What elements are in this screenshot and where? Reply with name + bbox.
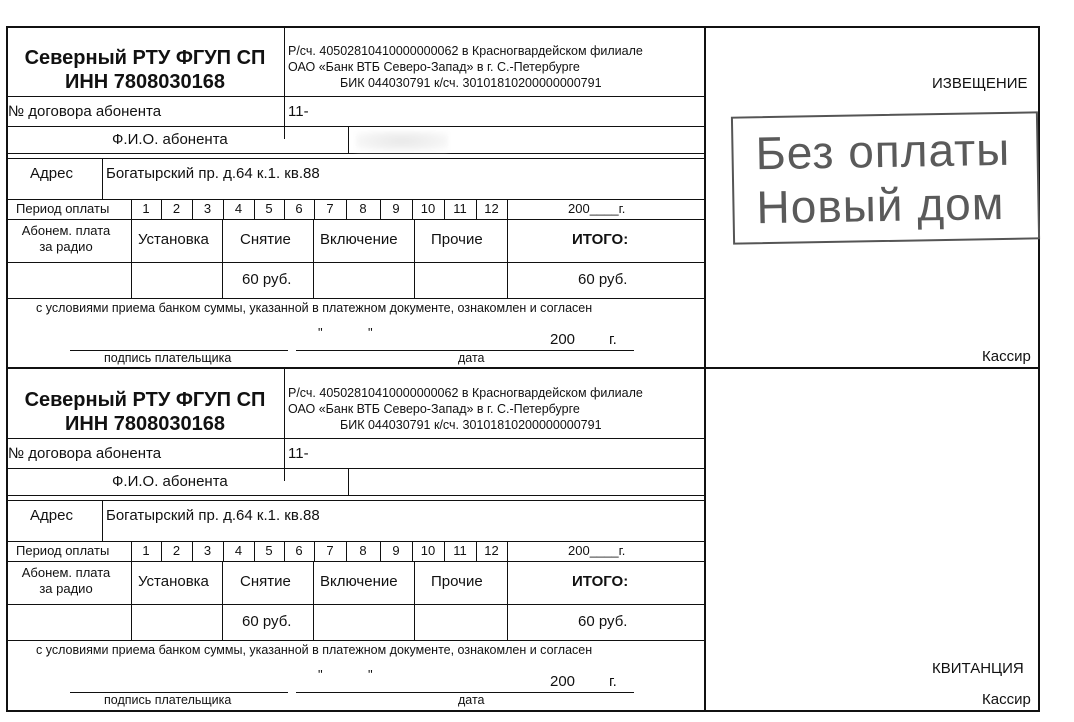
row-line [6, 500, 704, 501]
col-enable: Включение [320, 573, 398, 590]
col-divider [507, 219, 508, 298]
consent-text: с условиями приема банком суммы, указанной в платежном документе, ознакомлен и согласен [36, 301, 593, 315]
row-line [6, 495, 704, 496]
col-divider [222, 561, 223, 640]
row-line [6, 561, 704, 562]
cashier-label: Кассир [982, 691, 1031, 708]
period-month: 12 [484, 201, 499, 216]
row-line [6, 298, 704, 299]
col-other: Прочие [431, 231, 483, 248]
period-month: 9 [392, 201, 400, 216]
col-install: Установка [138, 573, 209, 590]
period-month: 8 [359, 201, 367, 216]
quote-close: " [368, 667, 373, 682]
side-title: ИЗВЕЩЕНИЕ [932, 75, 1028, 92]
payment-stub [0, 368, 1074, 710]
col-divider [507, 561, 508, 640]
consent-text: с условиями приема банком суммы, указанной в платежном документе, ознакомлен и согласен [36, 643, 593, 657]
org-inn: ИНН 7808030168 [64, 413, 226, 435]
period-month: 5 [265, 201, 273, 216]
bank-line-2: ОАО «Банк ВТБ Северо-Запад» в г. С.-Петербурге [288, 402, 580, 416]
total-amount: 60 руб. [578, 271, 628, 288]
period-month: 3 [203, 543, 212, 558]
period-month: 4 [234, 201, 243, 216]
period-month: 2 [172, 543, 181, 558]
period-month: 1 [142, 543, 150, 558]
contract-label: № договора абонента [8, 445, 162, 462]
remove-amount: 60 руб. [242, 271, 292, 288]
outer-bottom-border [6, 710, 1040, 712]
date-g: г. [609, 331, 617, 348]
row-line [6, 126, 704, 127]
fee-label-line2: за радио [39, 581, 93, 597]
col-other: Прочие [431, 573, 483, 590]
quote-open: " [318, 667, 323, 682]
period-month: 6 [295, 543, 303, 558]
sign-label: подпись плательщика [104, 351, 232, 365]
cashier-label: Кассир [982, 348, 1031, 365]
col-total: ИТОГО: [572, 573, 629, 590]
period-month: 4 [234, 543, 243, 558]
row-line [6, 541, 704, 542]
fio-label: Ф.И.О. абонента [112, 473, 228, 490]
date-year: 200 [550, 673, 576, 690]
address-value: Богатырский пр. д.64 к.1. кв.88 [106, 165, 320, 182]
col-divider [414, 219, 415, 298]
fio-divider [348, 468, 349, 495]
stamp-line1: Без оплаты [755, 122, 1011, 180]
col-install: Установка [138, 231, 209, 248]
period-label: Период оплаты [16, 201, 110, 216]
fee-label-line1: Абонем. плата [21, 565, 111, 580]
address-divider [102, 500, 103, 541]
quote-open: " [318, 325, 323, 340]
row-line [6, 468, 704, 469]
period-month: 9 [392, 543, 400, 558]
col-enable: Включение [320, 231, 398, 248]
row-line [6, 96, 704, 97]
fio-divider [348, 126, 349, 153]
period-month: 7 [326, 201, 334, 216]
org-name: Северный РТУ ФГУП СП [24, 389, 266, 411]
col-remove: Снятие [240, 231, 291, 248]
org-inn: ИНН 7808030168 [64, 71, 226, 93]
period-month: 3 [203, 201, 212, 216]
col-divider [414, 561, 415, 640]
period-divider [507, 199, 508, 219]
year-label: 200____г. [568, 543, 626, 558]
date-label: дата [458, 351, 485, 365]
period-month: 8 [359, 543, 367, 558]
side-title: КВИТАНЦИЯ [932, 660, 1024, 677]
col-remove: Снятие [240, 573, 291, 590]
address-label: Адрес [30, 165, 73, 182]
row-line [6, 640, 704, 641]
contract-label: № договора абонента [8, 103, 162, 120]
stamp-line2: Новый дом [756, 176, 1005, 234]
bank-line-3: БИК 044030791 к/сч. 30101810200000000791 [340, 418, 602, 432]
contract-value: 11- [288, 445, 309, 462]
contract-value: 11- [288, 103, 309, 120]
period-month: 10 [420, 543, 436, 558]
no-payment-stamp [731, 111, 1040, 244]
bank-line-3: БИК 044030791 к/сч. 30101810200000000791 [340, 76, 602, 90]
row-line [6, 153, 704, 154]
total-amount: 60 руб. [578, 613, 628, 630]
address-label: Адрес [30, 507, 73, 524]
period-month: 5 [265, 543, 273, 558]
fee-label-line2: за радио [39, 239, 93, 255]
date-g: г. [609, 673, 617, 690]
year-label: 200____г. [568, 201, 626, 216]
bank-line-1: Р/сч. 40502810410000000062 в Красногвардейском филиале [288, 386, 643, 400]
row-line [6, 262, 704, 263]
period-month: 2 [172, 201, 181, 216]
col-divider [222, 219, 223, 298]
col-divider [131, 561, 132, 640]
col-divider [313, 219, 314, 298]
quote-close: " [368, 325, 373, 340]
period-month: 7 [326, 543, 334, 558]
period-month: 11 [453, 543, 467, 558]
fee-label-line1: Абонем. плата [21, 223, 111, 238]
col-divider [313, 561, 314, 640]
bank-line-1: Р/сч. 40502810410000000062 в Красногвардейском филиале [288, 44, 643, 58]
bank-line-2: ОАО «Банк ВТБ Северо-Запад» в г. С.-Петербурге [288, 60, 580, 74]
redacted-name [356, 131, 448, 151]
header-divider [284, 368, 285, 481]
row-line [6, 158, 704, 159]
row-line [6, 604, 704, 605]
period-month: 1 [142, 201, 150, 216]
period-month: 11 [453, 201, 467, 216]
period-month: 10 [420, 201, 436, 216]
date-label: дата [458, 693, 485, 707]
date-year: 200 [550, 331, 576, 348]
row-line [6, 219, 704, 220]
period-divider [507, 541, 508, 561]
address-divider [102, 158, 103, 199]
period-month: 6 [295, 201, 303, 216]
period-month: 12 [484, 543, 499, 558]
org-name: Северный РТУ ФГУП СП [24, 47, 266, 69]
fee-label [10, 223, 122, 256]
col-divider [131, 219, 132, 298]
row-line [6, 438, 704, 439]
col-total: ИТОГО: [572, 231, 629, 248]
remove-amount: 60 руб. [242, 613, 292, 630]
fio-label: Ф.И.О. абонента [112, 131, 228, 148]
header-divider [284, 26, 285, 139]
fee-label [10, 565, 122, 598]
row-line [6, 199, 704, 200]
address-value: Богатырский пр. д.64 к.1. кв.88 [106, 507, 320, 524]
sign-label: подпись плательщика [104, 693, 232, 707]
period-label: Период оплаты [16, 543, 110, 558]
